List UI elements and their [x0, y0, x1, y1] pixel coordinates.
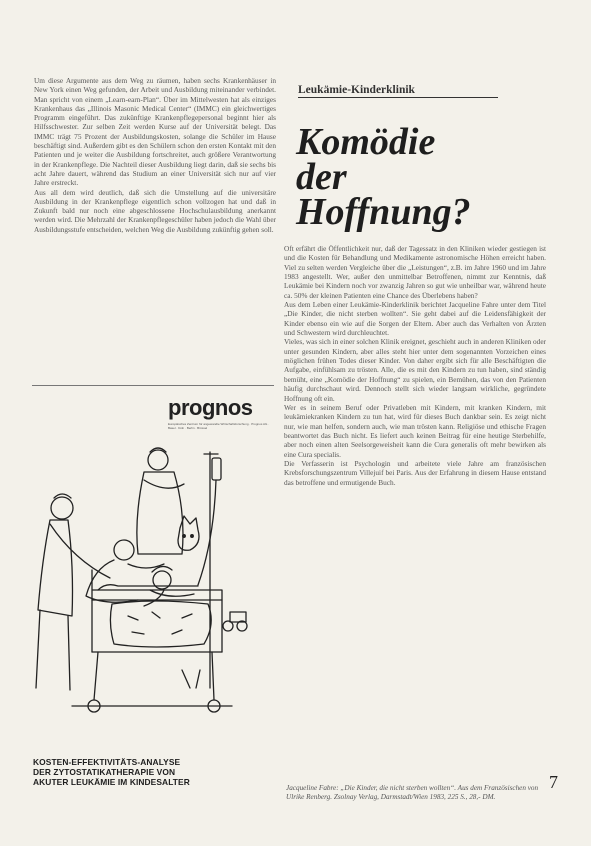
prognos-logo: prognos — [168, 395, 253, 420]
hospital-bed-illustration — [32, 440, 274, 755]
ad-caption-line-2: DER ZYTOSTATIKATHERAPIE VON — [33, 767, 176, 777]
page-number: 7 — [549, 772, 558, 792]
headline-line-3: Hoffnung? — [296, 191, 471, 233]
prognos-advertisement — [32, 385, 274, 787]
ad-caption-line-1: KOSTEN-EFFEKTIVITÄTS-ANALYSE — [33, 757, 181, 767]
article-paragraph-3: Vieles, was sich in einer solchen Klinik ereignet, geschieht auch in anderen Kliniken oder unter gesunden Kindern, aber alles steht hier unter dem sogenannten Vorzeichen eines möglichen frühen Todes dieser Kinder. Von daher ergibt sich für alle Beschäftigten die Aufgabe, einfühlsam zu trösten. Alle, die es mit den Kindern zu tun haben, sind ständig bemüht, eine „Komödie der Hoffnung“ zu spielen, ein Bemühen, das von den Patienten häufig durchschaut wird. Dennoch stellt sich wieder langsam wirkliche, gegründete Hoffnung oft ein. — [284, 337, 546, 403]
article-body — [284, 244, 546, 487]
headline-line-2: der — [296, 156, 347, 198]
ad-divider — [32, 385, 274, 386]
article-paragraph-1: Oft erfährt die Öffentlichkeit nur, daß der Tagessatz in den Kliniken wieder gestiegen ist und die Kosten für Behandlung und Medikamente astronomische Höhen erreicht haben. Viel zu selten werden Vergleiche über die „Leistungen“, z.B. im Jahre 1960 und im Jahre 1983 angestellt. Wer, außer den unmittelbar Betroffenen, nimmt zur Kenntnis, daß Leukämie bei Kindern noch vor zwanzig Jahren so gut wie unheilbar war, während heute ca. 50% der kleinen Patienten eine Chance des Überlebens haben? — [284, 244, 546, 300]
left-column-text — [34, 76, 276, 234]
logo-subtext: Europäisches Zentrum für angewandte Wirtschaftsforschung · Prognos AG · Basel · Köln · Berlin · Brüssel — [168, 422, 270, 430]
article-paragraph-2: Aus dem Leben einer Leukämie-Kinderklinik berichtet Jacqueline Fahre unter dem Titel „Die Kinder, die nicht sterben wollten“. Sie geht dabei auf die Leidensfähigkeit der Kinder ebenso ein wie auf die Sorgen der Eltern. Aber auch das Verhalten von Ärzten und Schwestern wird durchleuchtet. — [284, 300, 546, 338]
headline-line-1: Komödie — [296, 121, 436, 163]
article-paragraph-5: Die Verfasserin ist Psychologin und arbeitete viele Jahre am französischen Krebsforschungszentrum Villejuif bei Paris. Aus der Erfahrung in diesem Hause entstand das betroffene und ermutigende Buch. — [284, 458, 546, 487]
article-rubric: Leukämie-Kinderklinik — [298, 84, 498, 98]
article-paragraph-4: Wer es in seinem Beruf oder Privatleben mit Kindern, mit kranken Kindern, mit leukämiekranken Kindern zu tun hat, wird für dieses Buch dankbar sein. Es zeigt nicht nur, wie man helfen, sondern auch, wie man trösten kann. Religiöse und ethische Fragen beantwortet das Buch nicht. Es liefert auch keinen Beitrag für eine heutige Sterbehilfe, aber noch einen alten Seelsorgeweisheit kann die Cura generalis oft mehr bewirken als eine Cura specialis. — [284, 402, 546, 459]
ad-caption — [33, 757, 275, 787]
book-citation: Jacqueline Fabre: „Die Kinder, die nicht sterben wollten“. Aus dem Französischen von Ulrike Renberg. Zsolnay Verlag, Darmstadt/Wien 1983, 225 S., 28,- DM. — [286, 784, 539, 802]
ad-caption-line-3: AKUTER LEUKÄMIE IM KINDESALTER — [33, 777, 190, 787]
left-paragraph-1: Um diese Argumente aus dem Weg zu räumen, haben sechs Krankenhäuser in New York einen Weg gefunden, der Arbeit und Ausbildung miteinander verbindet. Man spricht von einem „Learn-earn-Plan“. Über im Mittelwesten hat als einziges Krankenhaus das „Illinois Masonic Medical Center“ (IMMC) ein gleichwertiges Programm eingeführt. Das zukünftige Krankenpflegepersonal beginnt hier als Hilfsschwester. Zur selben Zeit werden Kurse auf der Universität belegt. Das IMMC trägt 75 Prozent der Ausbildungskosten, solange die Schüler im Hause beschäftigt sind. Außerdem gibt es den Schülern schon den ersten Kontakt mit den Patienten und je weiter die Ausbildung fortschreitet, auch größere Verantwortung in der Krankenpflege. Die Nachteil dieser Ausbildung liegt darin, daß sie sechs bis acht Jahre dauert, während das Studium an einer Universität sich nur auf vier Jahre erstreckt. — [34, 76, 276, 188]
article-headline — [296, 121, 556, 233]
left-paragraph-2: Aus all dem wird deutlich, daß sich die Umstellung auf die universitäre Ausbildung in der Krankenpflege eigentlich schon vollzogen hat und daß in Zukunft bald nur noch eine abgeschlossene Hochschulausbildung anerkannt werden wird. Die Mehrzahl der Krankenpflegeschüler haben jedoch die Wahl über Ausbildungsstufe entscheiden, welchen Weg die Ausbildung zukünftig gehen soll. — [34, 187, 276, 234]
